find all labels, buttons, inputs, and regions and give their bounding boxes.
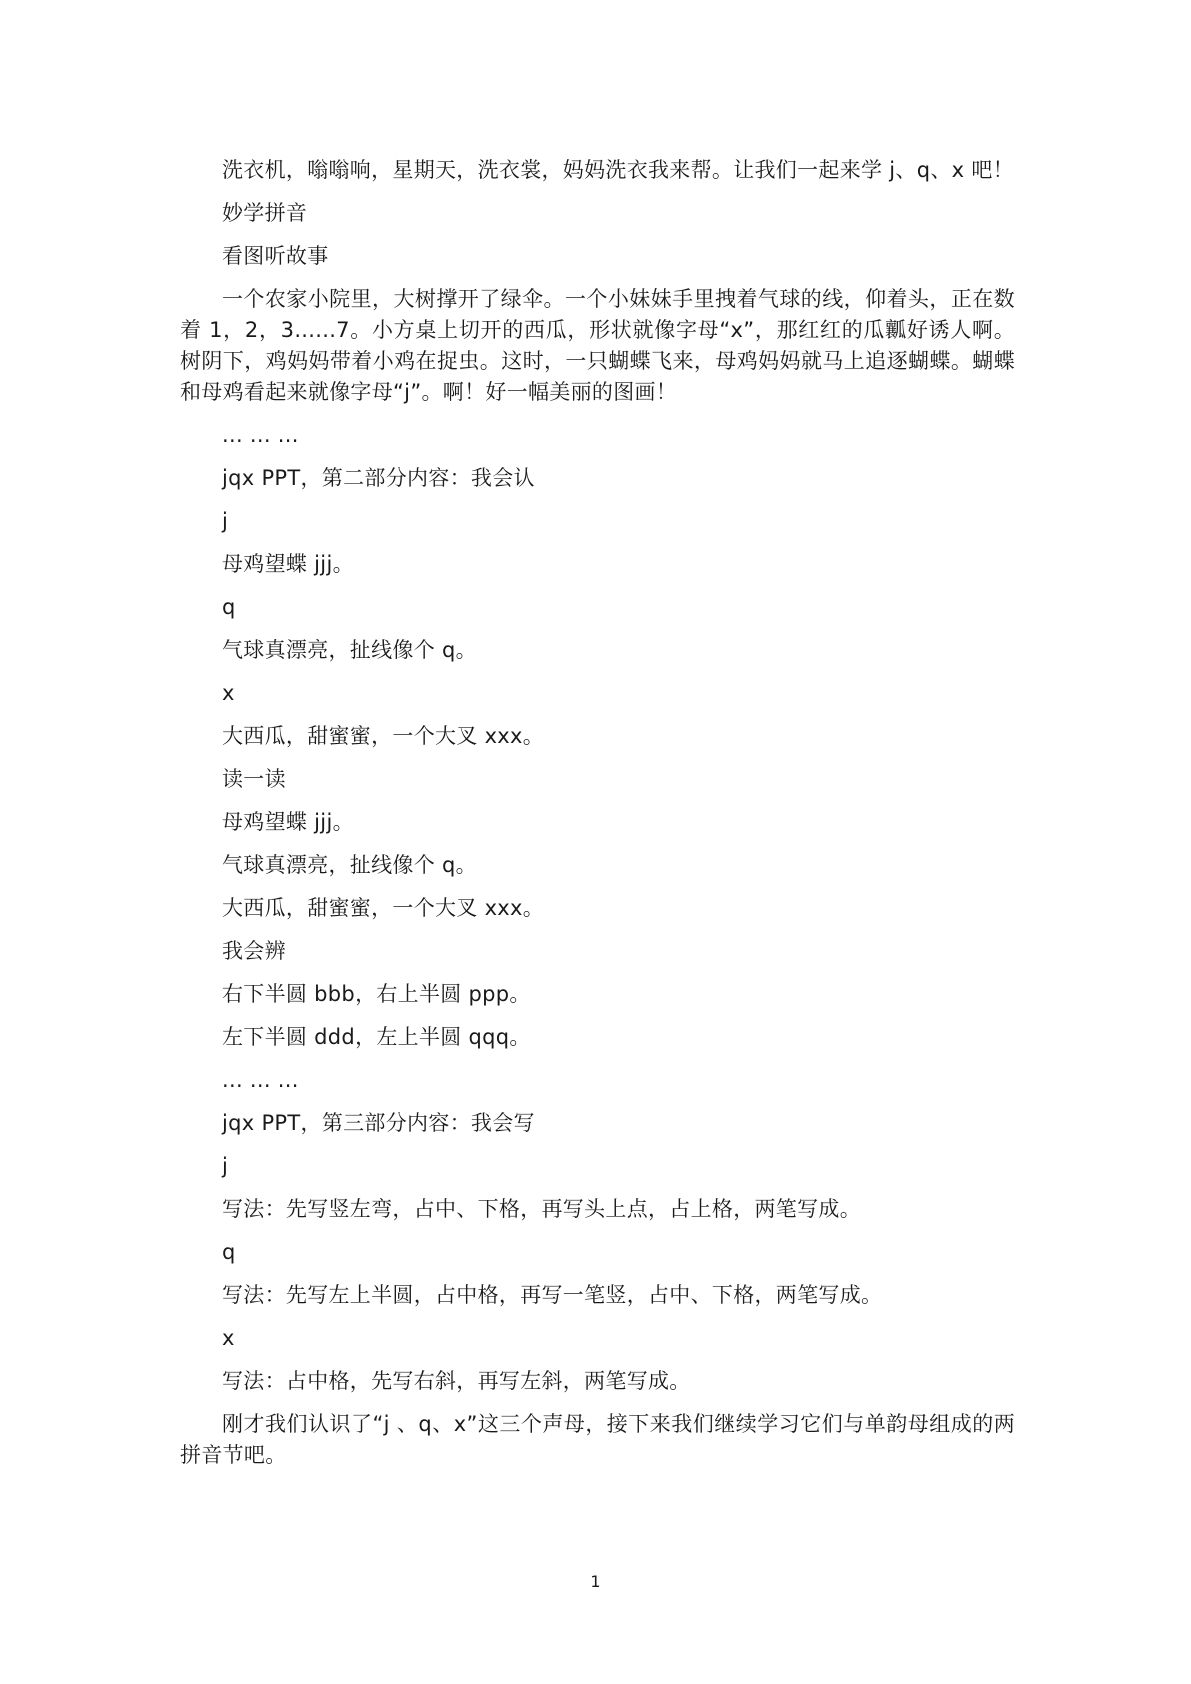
- rhyme-line: 大西瓜，甜蜜蜜，一个大叉 xxx。: [222, 896, 545, 920]
- letter-label: j: [222, 509, 229, 533]
- writing-method: 写法：占中格，先写右斜，再写左斜，两笔写成。: [222, 1369, 691, 1393]
- rhyme-line: 左下半圆 ddd，左上半圆 qqq。: [222, 1025, 531, 1049]
- section-heading: 看图听故事: [222, 244, 329, 268]
- closing-paragraph: 刚才我们认识了“j 、q、x”这三个声母，接下来我们继续学习它们与单韵母组成的两拼音节吧。: [180, 1412, 1015, 1467]
- rhyme-line: 母鸡望蝶 jjj。: [222, 552, 354, 576]
- section-heading: 我会辨: [222, 939, 286, 963]
- rhyme-line: 气球真漂亮，扯线像个 q。: [222, 853, 477, 877]
- letter-label: q: [222, 1240, 236, 1264]
- letter-label: q: [222, 595, 236, 619]
- letter-label: j: [222, 1154, 229, 1178]
- ellipsis: ... ... ...: [222, 1068, 299, 1092]
- rhyme-line: 大西瓜，甜蜜蜜，一个大叉 xxx。: [222, 724, 545, 748]
- rhyme-line: 母鸡望蝶 jjj。: [222, 810, 354, 834]
- page-number: 1: [590, 1572, 601, 1591]
- part-heading: jqx PPT，第三部分内容：我会写: [222, 1111, 535, 1135]
- document-body: [180, 155, 1015, 1483]
- section-heading: 读一读: [222, 767, 286, 791]
- paragraph: 洗衣机，嗡嗡响，星期天，洗衣裳，妈妈洗衣我来帮。让我们一起来学 j、q、x 吧！: [222, 158, 1014, 182]
- letter-label: x: [222, 681, 235, 705]
- writing-method: 写法：先写左上半圆，占中格，再写一笔竖，占中、下格，两笔写成。: [222, 1283, 883, 1307]
- section-heading: 妙学拼音: [222, 201, 308, 225]
- ellipsis: ... ... ...: [222, 423, 299, 447]
- story-paragraph: 一个农家小院里，大树撑开了绿伞。一个小妹妹手里拽着气球的线，仰着头，正在数着 1，2，3......7。小方桌上切开的西瓜，形状就像字母“x”，那红红的瓜瓤好诱人啊。树阴下，鸡妈妈带着小鸡在捉虫。这时，一只蝴蝶飞来，母鸡妈妈就马上追逐蝴蝶。蝴蝶和母鸡看起来就像字母“j”。啊！好一幅美丽的图画！: [180, 287, 1015, 404]
- letter-label: x: [222, 1326, 235, 1350]
- rhyme-line: 右下半圆 bbb，右上半圆 ppp。: [222, 982, 531, 1006]
- writing-method: 写法：先写竖左弯，占中、下格，再写头上点，占上格，两笔写成。: [222, 1197, 861, 1221]
- part-heading: jqx PPT，第二部分内容：我会认: [222, 466, 535, 490]
- rhyme-line: 气球真漂亮，扯线像个 q。: [222, 638, 477, 662]
